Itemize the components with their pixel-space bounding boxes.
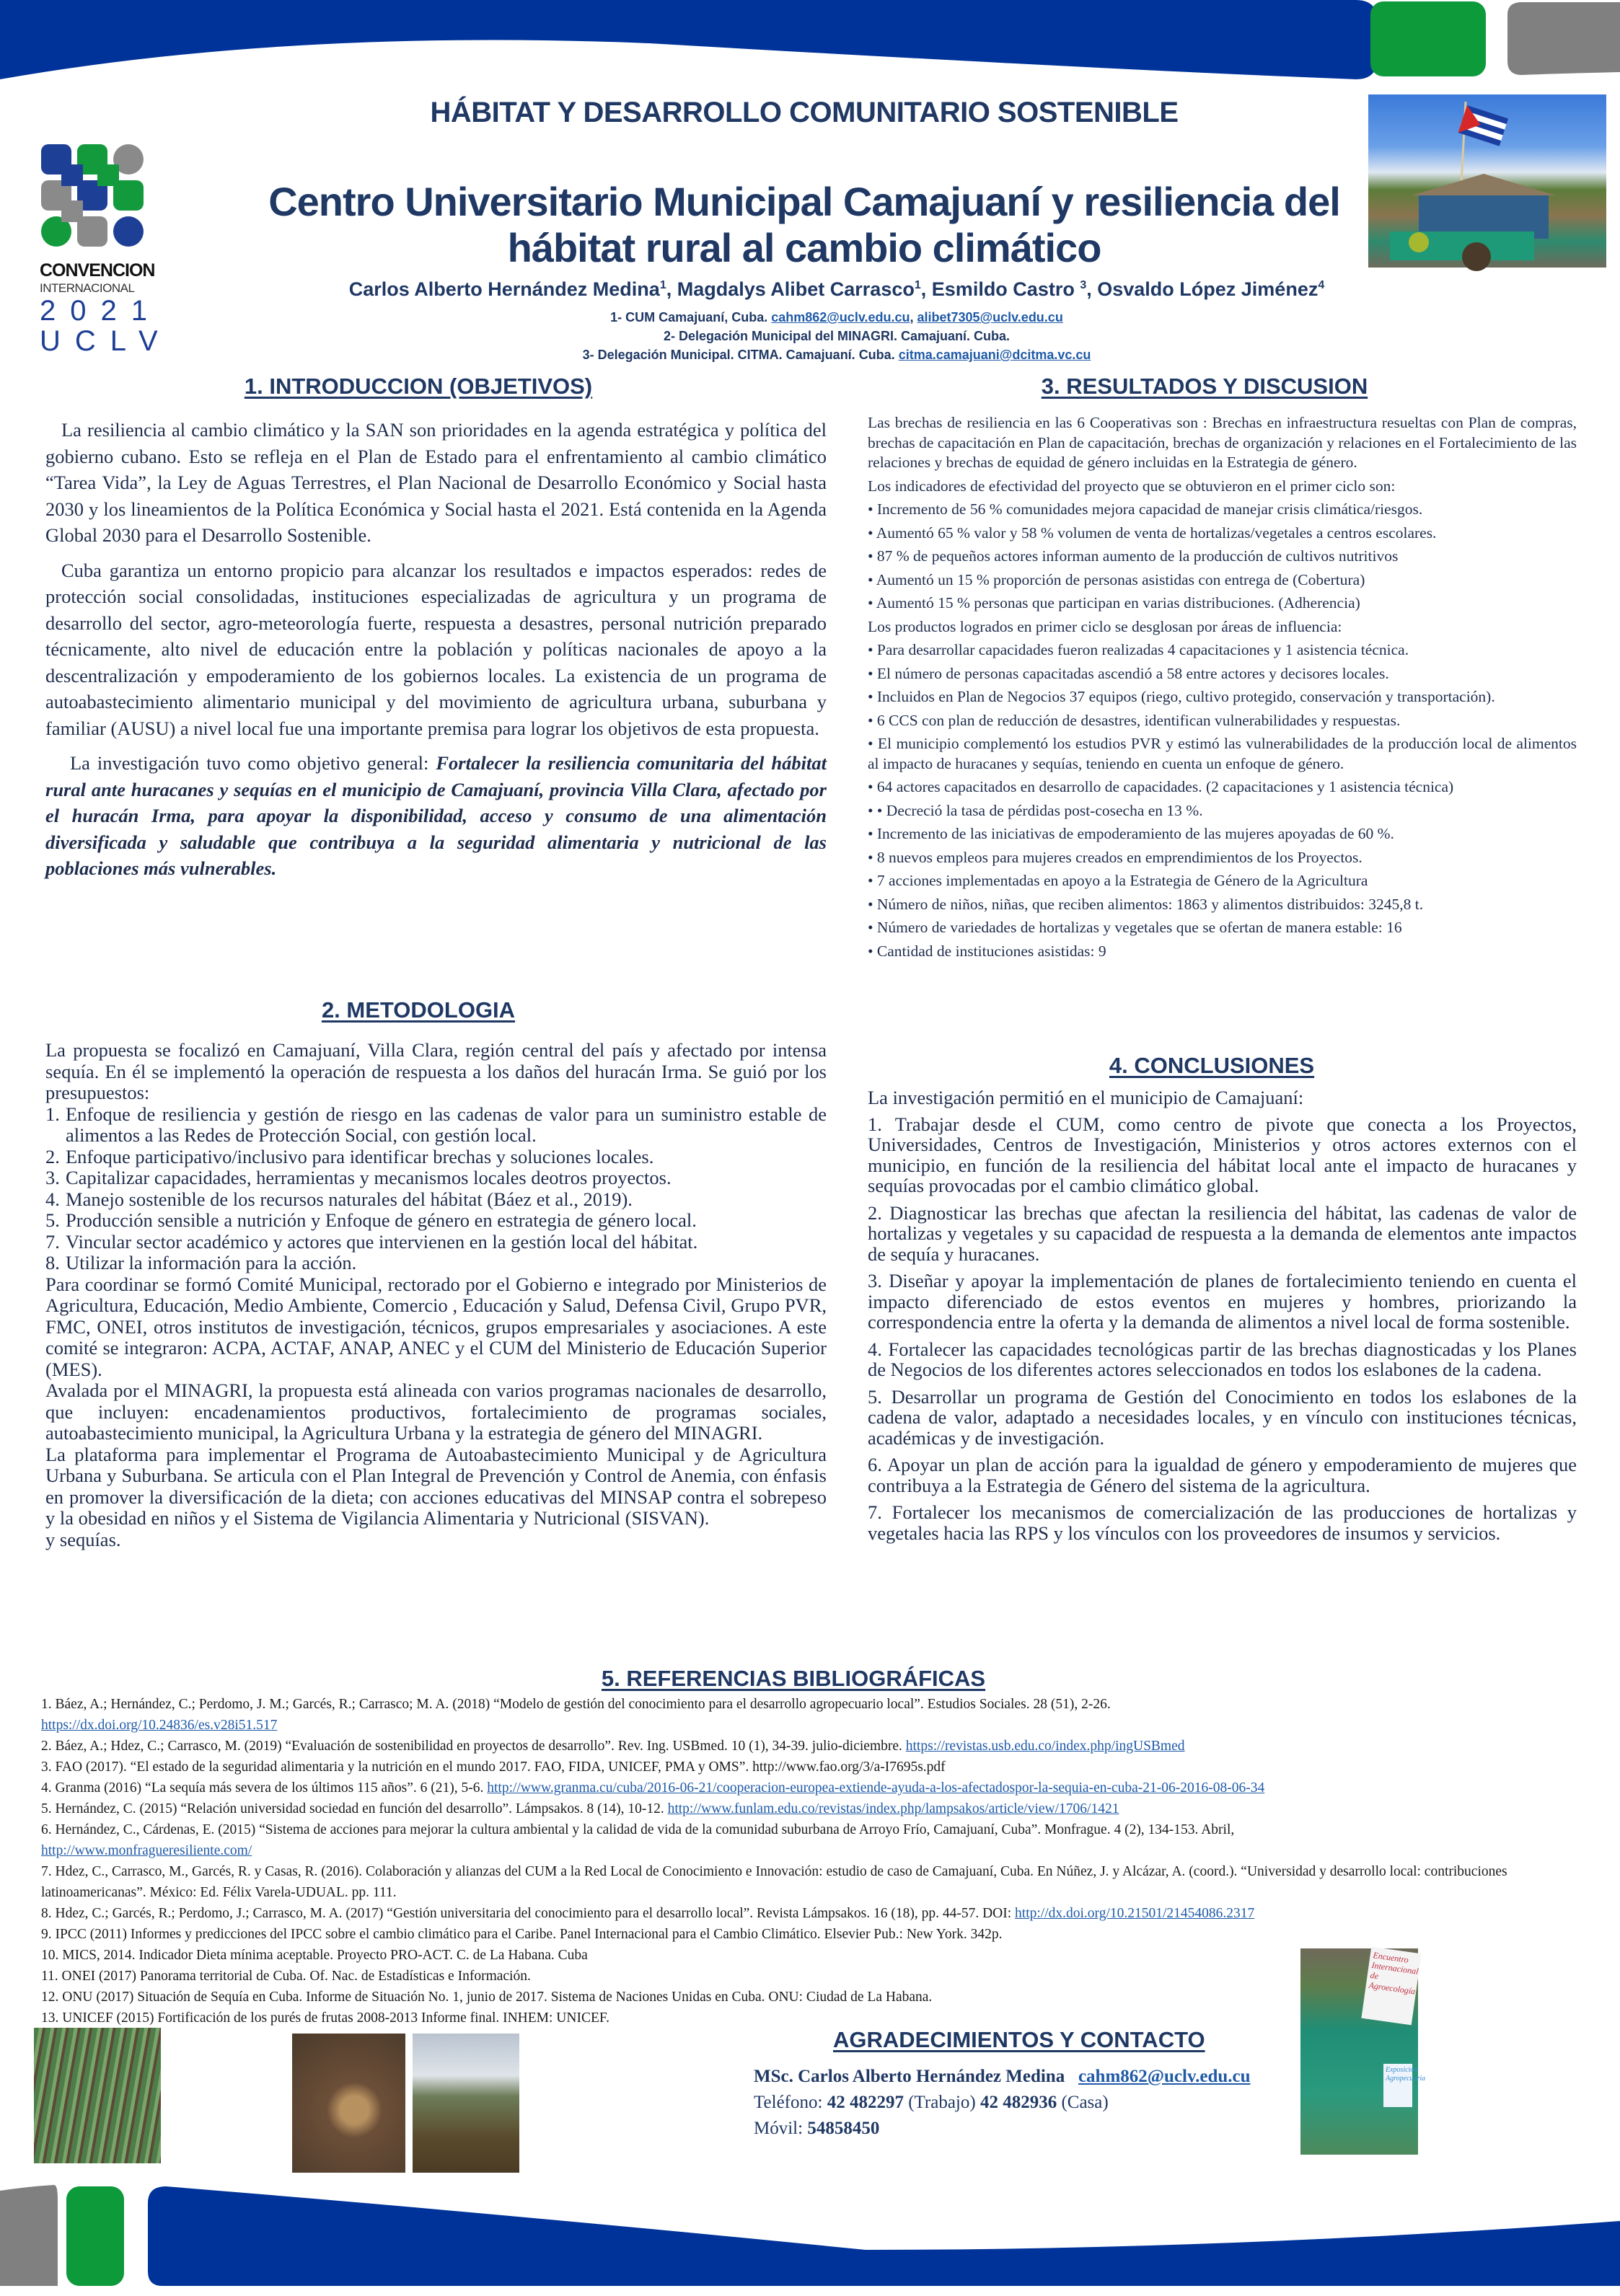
product-item: • Para desarrollar capacidades fueron realizadas 4 capacitaciones y 1 asistencia técnica. [868,641,1409,658]
list-item: 2. Diagnosticar las brechas que afectan la resiliencia del hábitat, las cadenas de valor de hortalizas y vegetales y su capacidad de respuesta a la demanda de elementos ante impactos de sequía y huracanes. [868,1201,1577,1265]
heading-references: 5. REFERENCIAS BIBLIOGRÁFICAS [601,1666,986,1691]
methodology-platform: La plataforma para implementar el Programa de Autoabastecimiento Municipal y de Agricultura Urbana y Suburbana. Se articula con el Plan Integral de Prevención y Control de Anemia, con énfasis en promover la diversificación de la dieta; con acciones educativas del MINSAP contra el sobrepeso y la obesidad en niños y el Sistema de Vigilancia Alimentaria y Nutricional (SISVAN). [45,1443,827,1529]
product-item: • 7 acciones implementadas en apoyo a la Estrategia de Género de la Agricultura [868,872,1368,889]
reference-item: 9. IPCC (2011) Informes y predicciones del IPCC sobre el cambio climático para el Caribe. Panel Internacional para el Cambio Climático. Elsevier Pub.: New York. 342p. [41,1927,1003,1942]
convention-logo [40,143,172,357]
indicator-item: • 87 % de pequeños actores informan aumento de la producción de cultivos nutritivos [868,547,1399,565]
logo-uclv: UCLV [40,325,172,357]
title-line-1: Centro Universitario Municipal Camajuaní y resiliencia del [268,179,1340,224]
cuban-flag-icon [1368,94,1606,268]
banner-gray-block [1507,2,1620,75]
results-body [868,413,1577,965]
product-item: • Incremento de las iniciativas de empoderamiento de las mujeres apoyadas de 60 %. [868,825,1394,842]
contact-phone-row: Teléfono: 42 482297 (Trabajo) 42 482936 (Casa) [754,2093,1109,2112]
reference-link[interactable]: http://www.granma.cu/cuba/2016-06-21/cooperacion-europea-extiende-ayuda-a-los-afectadospor-la-sequia-en-cuba-21-06-2016-08-06-34 [487,1780,1265,1796]
contact-name-row [754,2064,1251,2090]
heading-acknowledgements: AGRADECIMIENTOS Y CONTACTO [833,2027,1205,2052]
product-item: • 6 CCS con plan de reducción de desastres, identifican vulnerabilidades y respuestas. [868,711,1401,729]
introduction-body [45,417,827,891]
photo-soil-digging [292,2034,405,2173]
product-item: • El número de personas capacitadas ascendió a 58 entre actores y decisores locales. [868,664,1389,682]
contact-email-link[interactable]: cahm862@uclv.edu.cu [1078,2067,1251,2086]
authors: Carlos Alberto Hernández Medina$^1$, Magdalys Alibet Carrasco$^1$, Esmildo Castro $^3$, Osvaldo López Jiménez$^4$ [348,278,1325,300]
indicator-item: • Aumentó un 15 % proporción de personas asistidas con entrega de (Cobertura) [868,570,1365,588]
header-banner [0,0,1620,87]
footer-green-block [66,2186,124,2286]
photo-field-posts [413,2034,519,2173]
list-item: 3. Diseñar y apoyar la implementación de planes de fortalecimiento teniendo en cuenta el impacto diferenciado de estos eventos en mujeres y hombres, priorizando la correspondencia entre la oferta y la demanda de alimentos a nivel local de forma sostenible. [868,1270,1577,1333]
intro-paragraph: Cuba garantiza un entorno propicio para alcanzar los resultados e impactos esperados: redes de protección social consolidadas, instituciones especializadas de agricultura y un programa de desarrollo del sector, agro-meteorología fuerte, respuesta a desastres, personal nutrición preparado técnicamente, alto nivel de educación entre la población y políticas nacionales de apoyo a la descentralización y empoderamiento de los gobiernos locales. La existencia de un programa de autoabastecimiento alimentario municipal y del movimiento de agricultura urbana, suburbana y familiar (AUSU) a nivel local fue una importante premisa para lograr los objetivos de esta propuesta. [45,559,827,739]
methodology-body [45,1040,827,1550]
reference-link[interactable]: https://dx.doi.org/10.24836/es.v28i51.517 [41,1718,278,1733]
list-item: 4. Manejo sostenible de los recursos naturales del hábitat (Báez et al., 2019). [45,1188,633,1210]
footer-banner [0,2171,1620,2292]
list-item: 5. Desarrollar un programa de Gestión del Conocimiento en todos los eslabones de la cadena de valor, adaptado a necesidades locales, y en vínculo con instituciones técnicas, académicas y de investigación. [868,1385,1577,1449]
logo-convencion: CONVENCION [40,260,155,281]
methodology-list [45,1104,827,1274]
product-item: • • Decreció la tasa de pérdidas post-cosecha en 13 %. [868,801,1203,819]
conclusions-intro: La investigación permitió en el municipio de Camajuaní: [868,1087,1304,1108]
photo-rural-market [1368,94,1606,268]
photo-onion-field [34,2028,161,2163]
logo-internacional: INTERNACIONAL [40,281,135,295]
contact-block [754,2064,1251,2142]
banner-blue-shape [0,0,1378,79]
affiliation-1: 1- CUM Camajuaní, Cuba. cahm862@uclv.edu.cu, alibet7305@uclv.edu.cu [610,310,1063,324]
email-link[interactable]: cahm862@uclv.edu.cu [771,310,910,324]
reference-link[interactable]: http://www.funlam.edu.co/revistas/index.php/lampsakos/article/view/1706/1421 [667,1801,1119,1816]
products-intro: Los productos logrados en primer ciclo se desglosan por áreas de influencia: [868,617,1342,635]
list-item: 1. Enfoque de resiliencia y gestión de riesgo en las cadenas de valor para un suministro estable de alimentos a las Redes de Protección Social, con gestión local. [45,1103,827,1146]
reference-link[interactable]: http://dx.doi.org/10.21501/21454086.2317 [1015,1906,1255,1921]
reference-item: 13. UNICEF (2015) Fortificación de los purés de frutas 2008-2013 Informe final. INHEM: UNICEF. [41,2010,610,2026]
exposicion-sign: Exposición Agropecuaria [1383,2064,1412,2107]
heading-methodology: 2. METODOLOGIA [321,997,516,1023]
reference-item: 3. FAO (2017). “El estado de la seguridad alimentaria y la nutrición en el mundo 2017. FAO, FIDA, UNICEF, PMA y OMS”. http://www.fao.org/3/a-I7695s.pdf [41,1759,946,1775]
product-item: • Incluidos en Plan de Negocios 37 equipos (riego, cultivo protegido, conservación y transportación). [868,688,1495,705]
reference-item: 7. Hdez, C., Carrasco, M., Garcés, R. y Casas, R. (2016). Colaboración y alianzas del CUM a la Red Local de Conocimiento e Innovación: estudio de caso de Camajuaní, Cuba. En Núñez, J. y Alcázar, A. (coord.). “Universidad y desarrollo local: contribuciones latinoamericanas”. México: Ed. Félix Varela-UDUAL. pp. 111. [41,1864,1507,1900]
list-item: 1. Trabajar desde el CUM, como centro de pivote que conecta a los Proyectos, Universidades, Centros de Investigación, Ministerios y otros actores externos con el municipio, en función de la resiliencia del hábitat local ante el impacto de huracanes y sequías provocadas por el cambio climático global. [868,1113,1577,1196]
reference-item: 1. Báez, A.; Hernández, C.; Perdomo, J. M.; Garcés, R.; Carrasco; M. A. (2018) “Modelo de gestión del conocimiento para el desarrollo agropecuario local”. Estudios Sociales. 28 (51), 2-26. https://dx.doi.org/10.24836/es.v28i51.517 [41,1697,1111,1733]
list-item: 5. Producción sensible a nutrición y Enfoque de género en estrategia de género local. [45,1209,697,1231]
affiliation-3: 3- Delegación Municipal. CITMA. Camajuaní. Cuba. citma.camajuani@dcitma.vc.cu [582,348,1091,362]
heading-conclusions: 4. CONCLUSIONES [1109,1053,1315,1078]
list-item: 4. Fortalecer las capacidades tecnológicas partir de las brechas diagnosticadas y los Planes de Negocios de los diferentes actores seleccionados en todos los eslabones de la cadena. [868,1338,1577,1380]
methodology-tail: y sequías. [45,1528,121,1550]
indicators-intro: Los indicadores de efectividad del proyecto que se obtuvieron en el primer ciclo son: [868,477,1396,495]
product-item: • 64 actores capacitados en desarrollo de capacidades. (2 capacitaciones y 1 asistencia técnica) [868,778,1454,795]
contact-mobile-row: Móvil: 54858450 [754,2119,880,2138]
logo-mark-icon [40,143,148,251]
list-item: 6. Apoyar un plan de acción para la igualdad de género y empoderamiento de mujeres que contribuya a la Estrategia de Género del sistema de la agricultura. [868,1454,1577,1496]
email-link[interactable]: alibet7305@uclv.edu.cu [917,310,1063,324]
author: Magdalys Alibet Carrasco [677,278,915,300]
heading-results: 3. RESULTADOS Y DISCUSION [1041,374,1368,399]
general-objective: Fortalecer la resiliencia comunitaria del hábitat rural ante huracanes y sequías en el municipio de Camajuaní, provincia Villa Clara, afectado por el huracán Irma, para apoyar la disponibilidad, acceso y consumo de una alimentación diversificada y saludable que contribuya a la seguridad alimentaria y nutricional de las poblaciones más vulnerables. [45,752,827,879]
product-item: • Cantidad de instituciones asistidas: 9 [868,942,1106,960]
author: Carlos Alberto Hernández Medina [348,278,660,300]
indicator-item: • Aumentó 65 % valor y 58 % volumen de venta de hortalizas/vegetales a centros escolares. [868,524,1437,542]
reference-item: 12. ONU (2017) Situación de Sequía en Cuba. Informe de Situación No. 1, junio de 2017. Sistema de Naciones Unidas en Cuba. ONU: Ciudad de La Habana. [41,1990,933,2005]
phone-work: 42 482297 [827,2093,904,2112]
footer-gray-block [0,2185,58,2286]
author: Esmildo Castro [931,278,1080,300]
indicator-item: • Aumentó 15 % personas que participan en varias distribuciones. (Adherencia) [868,594,1360,611]
email-link[interactable]: citma.camajuani@dcitma.vc.cu [898,348,1091,362]
product-item: • El municipio complementó los estudios PVR y estimó las vulnerabilidades de la producción local de alimentos al impacto de huracanes y sequías, teniendo en cuenta un enfoque de género. [868,735,1577,772]
author: Osvaldo López Jiménez [1097,278,1319,300]
list-item: 2. Enfoque participativo/inclusivo para identificar brechas y soluciones locales. [45,1145,654,1167]
conclusions-list [868,1114,1577,1544]
heading-introduction: 1. INTRODUCCION (OBJETIVOS) [244,374,593,399]
footer-blue-shape [148,2186,1620,2286]
poster-topic: HÁBITAT Y DESARROLLO COMUNITARIO SOSTENIBLE [430,97,1179,128]
logo-year: 2021 [40,295,162,327]
reference-item: 6. Hernández, C., Cárdenas, E. (2015) “Sistema de acciones para mejorar la cultura ambiental y la calidad de vida de la comunidad suburbana de Arroyo Frío, Camajuaní, Cuba”. Monfrague. 4 (2), 134-153. Abril, http://www.monfragueresiliente.com/ [41,1822,1235,1858]
reference-item: 2. Báez, A.; Hdez, C.; Carrasco, M. (2019) “Evaluación de sostenibilidad en proyectos de desarrollo”. Rev. Ing. USBmed. 10 (1), 34-39. julio-diciembre. https://revistas.usb.edu.co/index.php/ingUSBmed [41,1739,1185,1754]
methodology-minagri: Avalada por el MINAGRI, la propuesta está alineada con varios programas nacionales de desarrollo, que incluyen: encadenamientos productivos, fortalecimiento de programas sociales, autoabastecimiento municipal, la Agricultura Urbana y la estrategia de género del MINAGRI. [45,1379,827,1444]
banner-shapes [0,0,1620,87]
affiliation-2: 2- Delegación Municipal del MINAGRI. Camajuaní. Cuba. [663,329,1011,343]
exhibition-sign: Encuentro Internacional de Agroecología [1361,1947,1421,2026]
reference-link[interactable]: https://revistas.usb.edu.co/index.php/ingUSBmed [905,1739,1185,1754]
product-item: • Número de niños, niñas, que reciben alimentos: 1863 y alimentos distribuidos: 3245,8 t. [868,895,1424,913]
title-line-2: hábitat rural al cambio climático [507,225,1101,270]
reference-item: 4. Granma (2016) “La sequía más severa de los últimos 115 años”. 6 (21), 5-6. http://www.granma.cu/cuba/2016-06-21/cooperacion-europea-extiende-ayuda-a-los-afectadospor-la-sequia-en-cuba-21-06-2016-08-06-34 [41,1780,1265,1796]
methodology-committee: Para coordinar se formó Comité Municipal, rectorado por el Gobierno e integrado por Ministerios de Agricultura, Educación, Medio Ambiente, Comercio , Educación y Salud, Defensa Civil, Grupo PVR, FMC, ONEI, otros institutos de investigación, técnicos, grupos empresariales y asociaciones. A este comité se integraron: ACPA, ACTAF, ANAP, ANEC y el CUM del Ministerio de Educación Superior (MES). [45,1273,827,1380]
photo-agro-exhibition [1300,1948,1426,2155]
reference-link[interactable]: http://www.monfragueresiliente.com/ [41,1843,252,1858]
product-item: • Número de variedades de hortalizas y vegetales que se ofertan de manera estable: 16 [868,919,1402,936]
banner-green-block [1370,1,1486,76]
indicator-item: • Incremento de 56 % comunidades mejora capacidad de manejar crisis climática/riesgos. [868,500,1423,518]
mobile-number: 54858450 [807,2119,880,2138]
reference-item: 10. MICS, 2014. Indicador Dieta mínima aceptable. Proyecto PRO-ACT. C. de La Habana. Cuba [41,1948,588,1963]
intro-paragraph: La resiliencia al cambio climático y la SAN son prioridades en la agenda estratégica y política del gobierno cubano. Esto se refleja en el Plan de Estado para el enfrentamiento al cambio climático “Tarea Vida”, la Ley de Aguas Terrestres, el Plan Nacional de Desarrollo Económico y Social hasta 2030 y los lineamientos de la Política Económica y Social hasta el 2021. Está contenida en la Agenda Global 2030 para el Desarrollo Sostenible. [45,419,827,546]
footer-shapes [0,2171,1620,2292]
contact-name: MSc. Carlos Alberto Hernández Medina [754,2067,1065,2086]
results-paragraph: Las brechas de resiliencia en las 6 Cooperativas son : Brechas en infraestructura resueltas con Plan de compras, brechas de capacitación en Plan de capacitación, brechas de organización y relaciones en el Fortalecimiento de las relaciones y brechas de equidad de género incluidas en la Estrategia de género. [868,414,1577,471]
reference-item: 8. Hdez, C.; Garcés, R.; Perdomo, J.; Carrasco, M. A. (2017) “Gestión universitaria del conocimiento para el desarrollo local”. Revista Lámpsakos. 16 (18), pp. 44-57. DOI: http://dx.doi.org/10.21501/21454086.2317 [41,1906,1255,1921]
poster-title [216,179,1392,271]
product-item: • 8 nuevos empleos para mujeres creados en emprendimientos de los Proyectos. [868,848,1363,866]
phone-home: 42 482936 [980,2093,1057,2112]
list-item: 7. Vincular sector académico y actores que intervienen en la gestión local del hábitat. [45,1230,698,1253]
list-item: 8. Utilizar la información para la acción. [45,1252,357,1273]
reference-item: 11. ONEI (2017) Panorama territorial de Cuba. Of. Nac. de Estadísticas e Información. [41,1969,531,1984]
methodology-intro: La propuesta se focalizó en Camajuaní, Villa Clara, región central del país y afectado por intensa sequía. En él se implementó la operación de respuesta a los daños del huracán Irma. Se guió por los presupuestos: [45,1039,827,1103]
reference-item: 5. Hernández, C. (2015) “Relación universidad sociedad en función del desarrollo”. Lámpsakos. 8 (14), 10-12. http://www.funlam.edu.co/revistas/index.php/lampsakos/article/view/1706/1421 [41,1801,1119,1816]
intro-objective-paragraph: La investigación tuvo como objetivo general: Fortalecer la resiliencia comunitaria del hábitat rural ante huracanes y sequías en el municipio de Camajuaní, provincia Villa Clara, afectado por el huracán Irma, para apoyar la disponibilidad, acceso y consumo de una alimentación diversificada y saludable que contribuya a la seguridad alimentaria y nutricional de las poblaciones más vulnerables. [45,752,827,879]
list-item: 7. Fortalecer los mecanismos de comercialización de las producciones de hortalizas y vegetales hacia las RPS y los vínculos con los proveedores de insumos y servicios. [868,1501,1577,1544]
list-item: 3. Capitalizar capacidades, herramientas y mecanismos locales deotros proyectos. [45,1167,672,1188]
conclusions-body [868,1087,1577,1550]
